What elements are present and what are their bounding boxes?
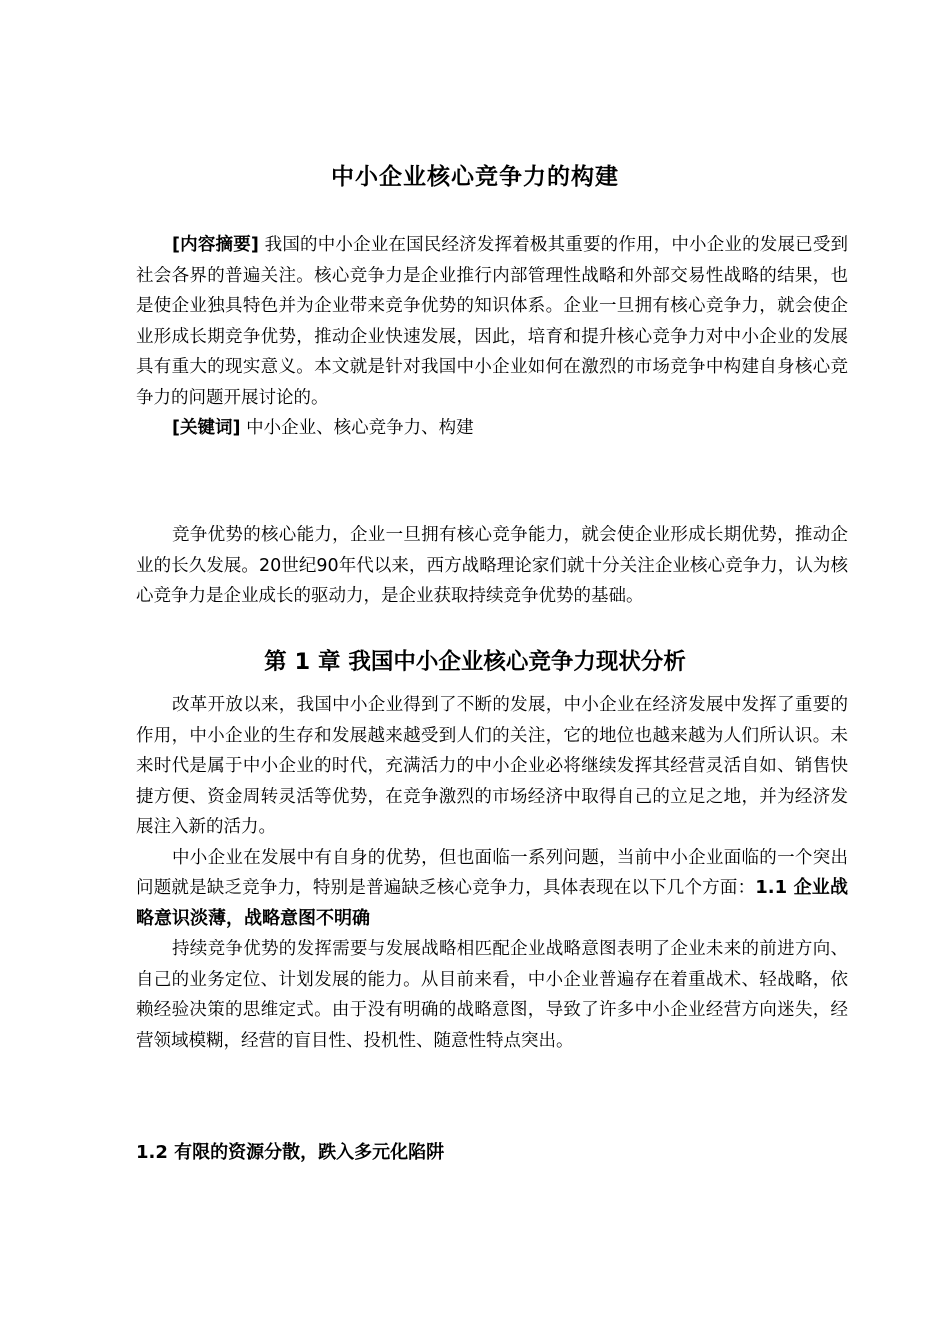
chapter-1-paragraph-1: 改革开放以来，我国中小企业得到了不断的发展，中小企业在经济发展中发挥了重要的作用，中小企业的生存和发展越来越受到人们的关注，它的地位也越来越为人们所认识。未来时代是属于中小企业的时代，充满活力的中小企业必将继续发挥其经营灵活自如、销售快捷方便、资金周转灵活等优势，在竞争激烈的市场经济中取得自己的立足之地，并为经济发展注入新的活力。 [136, 695, 848, 837]
intro-section [136, 520, 848, 612]
abstract-label: [内容摘要] [172, 235, 259, 255]
abstract-text: 我国的中小企业在国民经济发挥着极其重要的作用，中小企业的发展已受到社会各界的普遍关注。核心竞争力是企业推行内部管理性战略和外部交易性战略的结果，也是使企业独具特色并为企业带来竞争优势的知识体系。企业一旦拥有核心竞争力，就会使企业形成长期竞争优势，推动企业快速发展，因此，培育和提升核心竞争力对中小企业的发展具有重大的现实意义。本文就是针对我国中小企业如何在激烈的市场竞争中构建自身核心竞争力的问题开展讨论的。 [136, 235, 848, 408]
section-1-1-paragraph: 持续竞争优势的发挥需要与发展战略相匹配企业战略意图表明了企业未来的前进方向、自己的业务定位、计划发展的能力。从目前来看，中小企业普遍存在着重战术、轻战略，依赖经验决策的思维定式。由于没有明确的战略意图，导致了许多中小企业经营方向迷失，经营领域模糊，经营的盲目性、投机性、随意性特点突出。 [136, 939, 848, 1051]
chapter-1-heading: 第 1 章 我国中小企业核心竞争力现状分析 [264, 649, 686, 675]
section-1-2-heading: 1.2 有限的资源分散，跌入多元化陷阱 [136, 1142, 445, 1163]
chapter-1-body [136, 690, 848, 1056]
keywords-label: [关键词] [172, 418, 241, 438]
abstract-paragraph [136, 230, 848, 413]
abstract-section [136, 230, 848, 444]
document-title: 中小企业核心竞争力的构建 [331, 164, 619, 190]
keywords-paragraph [136, 413, 848, 444]
chapter-1-paragraph-2 [136, 843, 848, 935]
intro-paragraph: 竞争优势的核心能力，企业一旦拥有核心竞争能力，就会使企业形成长期优势，推动企业的长久发展。20世纪90年代以来，西方战略理论家们就十分关注企业核心竞争力，认为核心竞争力是企业成长的驱动力，是企业获取持续竞争优势的基础。 [136, 525, 848, 606]
section-1-1-heading: 1.1 企业战略意识淡薄，战略意图不明确 [136, 877, 848, 929]
keywords-text: 中小企业、核心竞争力、构建 [246, 418, 474, 438]
chapter-1-paragraph-2-text: 中小企业在发展中有自身的优势，但也面临一系列问题，当前中小企业面临的一个突出问题就是缺乏竞争力，特别是普遍缺乏核心竞争力，具体表现在以下几个方面： [136, 847, 848, 898]
